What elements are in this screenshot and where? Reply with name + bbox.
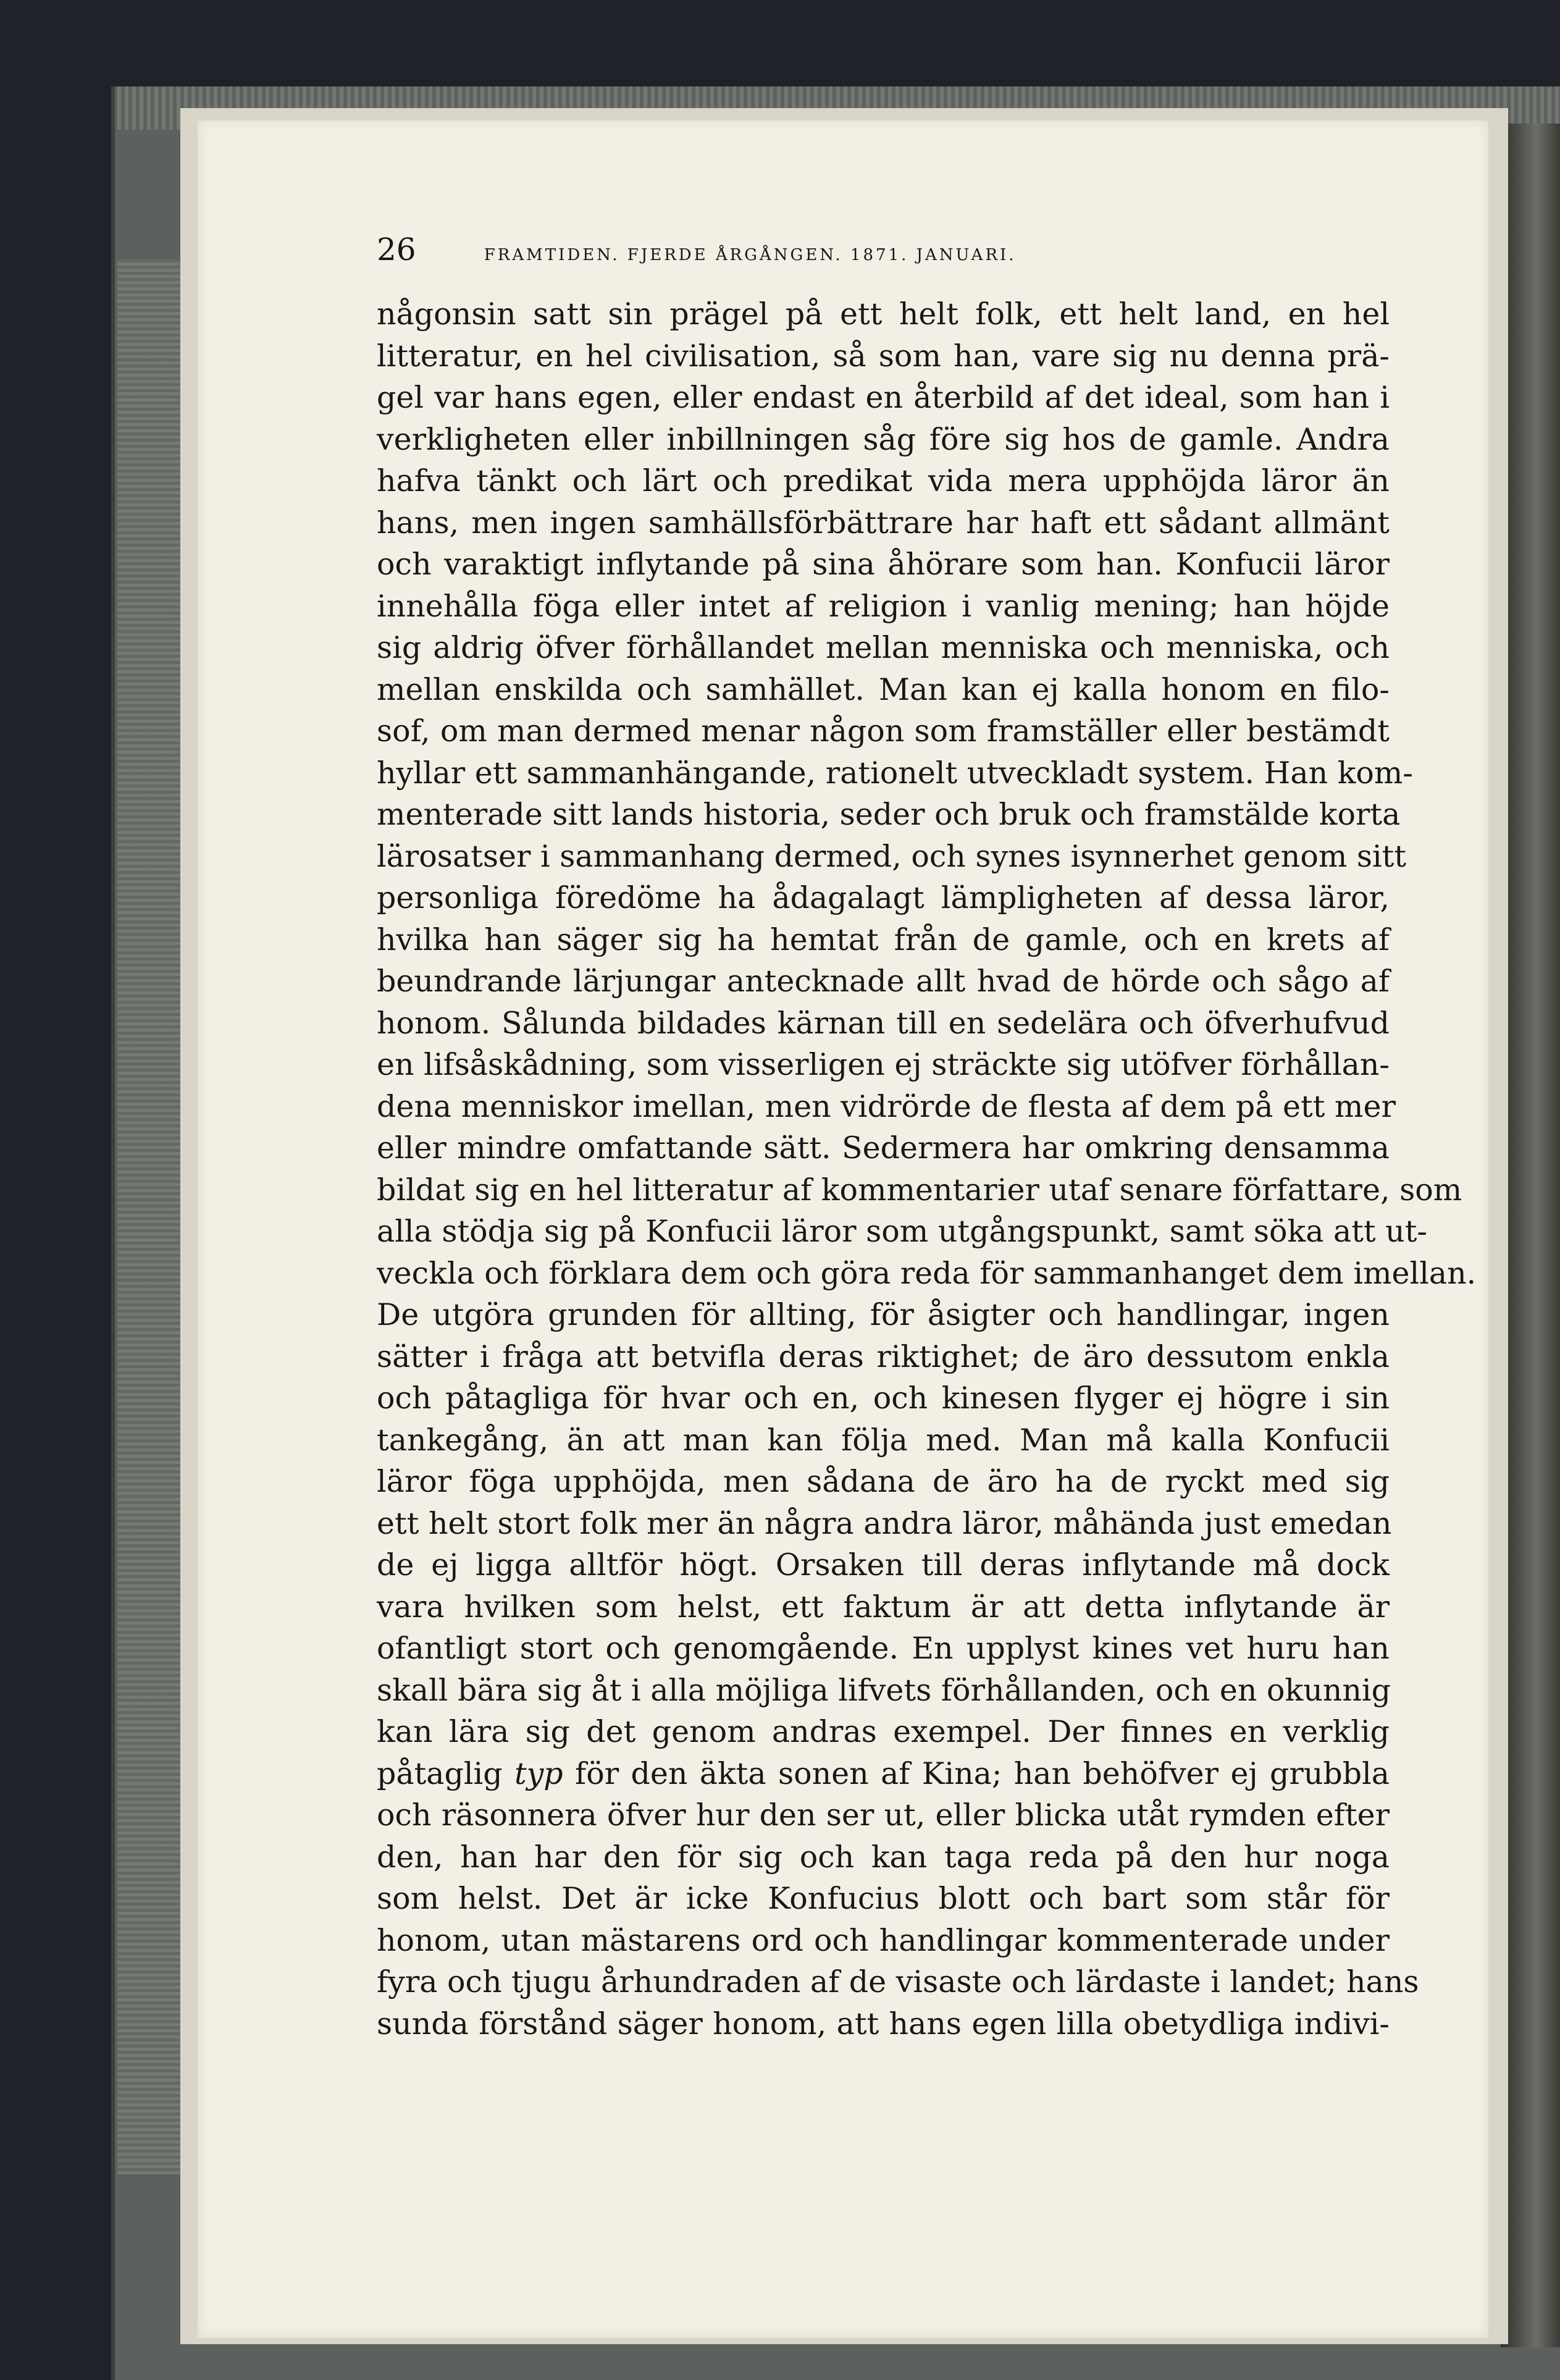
text-line: ofantligt stort och genomgående. En upplyst kines vet huru han [377,1631,1390,1666]
text-line: dena menniskor imellan, men vidrörde de flesta af dem på ett mer [377,1088,1396,1124]
text-line: veckla och förklara dem och göra reda för sammanhanget dem imellan. [377,1255,1477,1291]
text-line: ett helt stort folk mer än några andra läror, måhända just emedan [377,1505,1392,1541]
book-page [198,120,1488,2338]
page-number: 26 [377,232,416,267]
text-line: sig aldrig öfver förhållandet mellan menniska och menniska, och [377,630,1390,665]
text-line: som helst. Det är icke Konfucius blott och bart som står för [377,1881,1390,1916]
text-line: vara hvilken som helst, ett faktum är att detta inflytande är [377,1589,1390,1625]
text-line: och varaktigt inflytande på sina åhörare som han. Konfucii läror [377,547,1390,582]
italic-word: typ [514,1756,563,1791]
text-line: personliga föredöme ha ådagalagt lämpligheten af dessa läror, [377,880,1390,915]
next-page-edge [1501,124,1560,2347]
text-line: eller mindre omfattande sätt. Sedermera har omkring densamma [377,1130,1390,1166]
text-line-with-italic [377,1753,1390,1795]
running-title: FRAMTIDEN. FJERDE ÅRGÅNGEN. 1871. JANUARI. [484,246,1017,264]
text-line: sätter i fråga att betvifla deras riktighet; de äro dessutom enkla [377,1339,1390,1374]
text-line: honom, utan mästarens ord och handlingar kommenterade under [377,1922,1390,1958]
text-line: menterade sitt lands historia, seder och bruk och framstälde korta [377,797,1401,832]
text-line: sunda förstånd säger honom, att hans egen lilla obetydliga indivi- [377,2006,1390,2042]
text-line: de ej ligga alltför högt. Orsaken till deras inflytande må dock [377,1547,1390,1583]
text-line: tankegång, än att man kan följa med. Man må kalla Konfucii [377,1422,1390,1458]
body-text [377,293,1477,2045]
text-line: en lifsåskådning, som visserligen ej sträckte sig utöfver förhållan- [377,1047,1390,1082]
text-line: sof, om man dermed menar någon som framställer eller bestämdt [377,713,1390,749]
text-line: och räsonnera öfver hur den ser ut, eller blicka utåt rymden efter [377,1798,1390,1833]
text-line: alla stödja sig på Konfucii läror som utgångspunkt, samt söka att ut- [377,1214,1427,1249]
text-line: De utgöra grunden för allting, för åsigter och handlingar, ingen [377,1297,1390,1332]
text-line: beundrande lärjungar antecknade allt hvad de hörde och sågo af [377,964,1390,999]
text-line: hyllar ett sammanhängande, rationelt utveckladt system. Han kom- [377,755,1413,791]
text-line: verkligheten eller inbillningen såg före sig hos de gamle. Andra [377,421,1390,457]
text-line: lärosatser i sammanhang dermed, och synes isynnerhet genom sitt [377,838,1407,874]
text-line: någonsin satt sin prägel på ett helt folk, ett helt land, en hel [377,296,1390,332]
text-line: litteratur, en hel civilisation, så som han, vare sig nu denna prä- [377,338,1390,374]
page-header [377,232,1488,267]
text-fragment: för den äkta sonen af Kina; han behöfver ej grubbla [563,1756,1390,1791]
cover-left-texture [117,259,182,2174]
text-line: gel var hans egen, eller endast en återbild af det ideal, som han i [377,380,1390,415]
text-fragment: påtaglig [377,1756,514,1791]
text-line: läror föga upphöjda, men sådana de äro ha de ryckt med sig [377,1464,1390,1499]
text-line: honom. Sålunda bildades kärnan till en sedelära och öfverhufvud [377,1005,1390,1041]
text-line: fyra och tjugu århundraden af de visaste och lärdaste i landet; hans [377,1964,1419,1999]
text-line: kan lära sig det genom andras exempel. Der finnes en verklig [377,1714,1390,1749]
text-line: innehålla föga eller intet af religion i vanlig mening; han höjde [377,588,1390,624]
text-line: hvilka han säger sig ha hemtat från de gamle, och en krets af [377,922,1390,957]
text-line: hans, men ingen samhällsförbättrare har haft ett sådant allmänt [377,505,1390,540]
text-line: hafva tänkt och lärt och predikat vida mera upphöjda läror än [377,463,1390,498]
text-line: skall bära sig åt i alla möjliga lifvets förhållanden, och en okunnig [377,1672,1391,1708]
text-line: bildat sig en hel litteratur af kommentarier utaf senare författare, som [377,1172,1462,1208]
text-line: mellan enskilda och samhället. Man kan ej kalla honom en filo- [377,671,1390,707]
text-line: den, han har den för sig och kan taga reda på den hur noga [377,1839,1390,1875]
text-line: och påtagliga för hvar och en, och kinesen flyger ej högre i sin [377,1381,1390,1416]
